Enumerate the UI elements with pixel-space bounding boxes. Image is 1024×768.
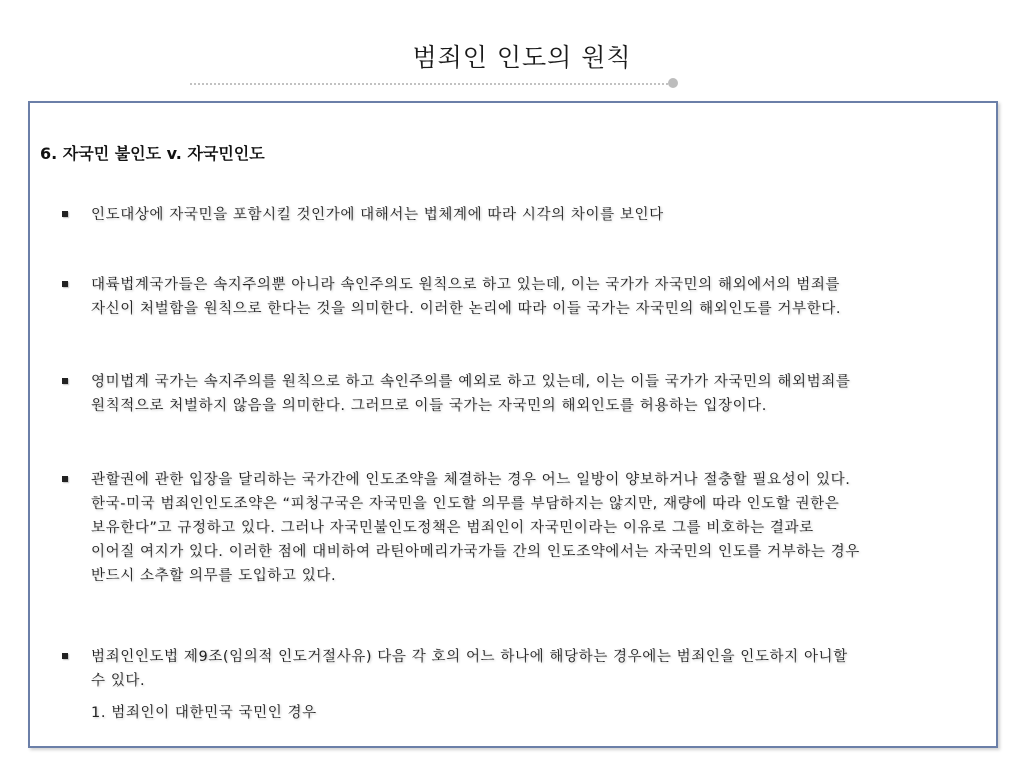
title-dotted-rule (190, 83, 668, 85)
sub-list-item: 1. 범죄인이 대한민국 국민인 경우 (91, 705, 317, 721)
bullet-square-icon (62, 476, 68, 482)
bullet-item (60, 370, 980, 418)
bullet-text: 인도대상에 자국민을 포함시킬 것인가에 대해서는 법체계에 따라 시각의 차이를 보인다 (91, 207, 664, 223)
bullet-text: 관할권에 관한 입장을 달리하는 국가간에 인도조약을 체결하는 경우 어느 일방이 양보하거나 절충할 필요성이 있다. 한국-미국 범죄인인도조약은 “피청구국은 자국민을 인도할 의무를 부담하지는 않지만, 재량에 따라 인도할 권한은 보유한다”고 규정하고 있다. 그러나 자국민불인도정책은 범죄인이 자국민이라는 이유로 그를 비호하는 결과로 이어질 여지가 있다. 이러한 점에 대비하여 라틴아메리가국가들 간의 인도조약에서는 자국민의 인도를 거부하는 경우 반드시 소추할 의무를 도입하고 있다. (91, 472, 860, 584)
bullet-item (60, 468, 980, 588)
bullet-square-icon (62, 211, 68, 217)
bullet-text: 대륙법계국가들은 속지주의뿐 아니라 속인주의도 원칙으로 하고 있는데, 이는 국가가 자국민의 해외에서의 범죄를 자신이 처벌함을 원칙으로 한다는 것을 의미한다. 이러한 논리에 따라 이들 국가는 자국민의 해외인도를 거부한다. (91, 277, 842, 317)
title-rule-end-dot (668, 78, 678, 88)
bullet-square-icon (62, 378, 68, 384)
content-box (28, 101, 998, 748)
bullet-square-icon (62, 653, 68, 659)
section-heading: 6. 자국민 불인도 v. 자국민인도 (40, 144, 265, 163)
bullet-text: 범죄인인도법 제9조(임의적 인도거절사유) 다음 각 호의 어느 하나에 해당하는 경우에는 범죄인을 인도하지 아니할 수 있다. (91, 649, 848, 689)
bullet-text: 영미법계 국가는 속지주의를 원칙으로 하고 속인주의를 예외로 하고 있는데, 이는 이들 국가가 자국민의 해외범죄를 원칙적으로 처벌하지 않음을 의미한다. 그러므로 이들 국가는 자국민의 해외인도를 허용하는 입장이다. (91, 374, 851, 414)
bullet-square-icon (62, 281, 68, 287)
slide-title: 범죄인 인도의 원칙 (412, 43, 632, 72)
bullet-item (60, 273, 980, 321)
bullet-item (60, 203, 980, 227)
bullet-item (60, 645, 980, 725)
